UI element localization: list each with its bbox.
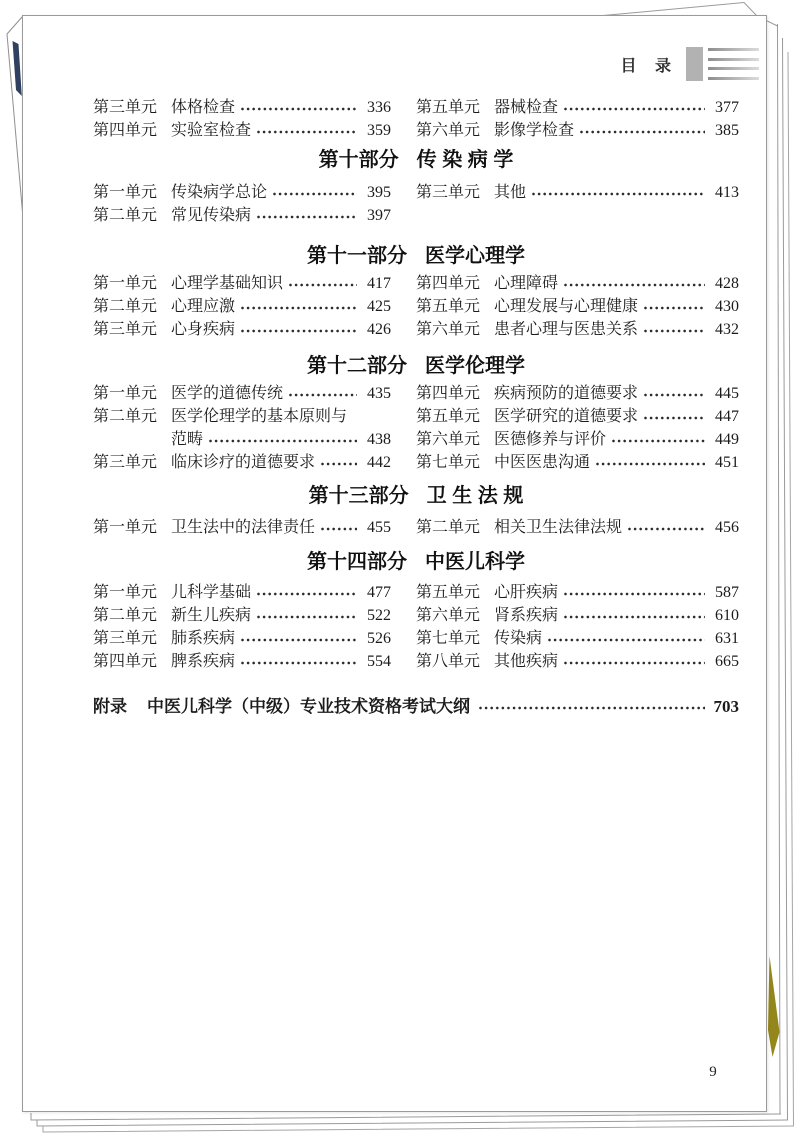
entry-title: 心身疾病	[171, 321, 236, 338]
toc-column-left	[93, 96, 391, 142]
header-lines-icon	[708, 48, 759, 80]
dot-leader	[627, 516, 705, 539]
entry-page: 451	[715, 454, 739, 471]
entry-title: 常见传染病	[171, 207, 252, 224]
entry-page: 665	[715, 653, 739, 670]
entry-title: 儿科学基础	[171, 584, 252, 601]
dot-leader	[563, 650, 705, 673]
toc-entry	[416, 119, 739, 142]
entry-page: 447	[715, 408, 739, 425]
entry-label: 第六单元	[416, 122, 481, 139]
entry-label: 第五单元	[416, 99, 481, 116]
entry-title: 器械检查	[494, 99, 559, 116]
entry-title: 疾病预防的道德要求	[494, 385, 639, 402]
toc-entry	[93, 451, 391, 474]
toc-entry	[93, 204, 391, 227]
toc-entry	[93, 516, 391, 539]
toc-entry	[416, 382, 739, 405]
entry-title: 肾系疾病	[494, 607, 559, 624]
toc-section	[93, 147, 739, 227]
toc-section	[93, 243, 739, 341]
entry-title: 心理障碍	[494, 275, 559, 292]
toc-entry	[93, 428, 391, 451]
toc-column-left	[93, 181, 391, 227]
entry-title: 体格检查	[171, 99, 236, 116]
entry-label: 第四单元	[416, 275, 481, 292]
toc-entry	[93, 650, 391, 673]
entry-title: 临床诊疗的道德要求	[171, 454, 316, 471]
bottom-stack-edge-2	[37, 1120, 788, 1126]
dot-leader	[531, 181, 705, 204]
part-heading	[93, 243, 739, 269]
header-block-icon	[686, 47, 703, 81]
toc-entry	[93, 405, 391, 428]
toc-entry	[93, 382, 391, 405]
dot-leader	[208, 428, 357, 451]
bottom-stack-edge-1	[31, 1113, 781, 1120]
part-number: 第十二部分	[307, 355, 407, 377]
toc-entry	[416, 627, 739, 650]
appendix-row	[93, 695, 739, 719]
entry-label: 第一单元	[93, 275, 158, 292]
part-subject: 传 染 病 学	[416, 149, 514, 171]
entry-label: 第二单元	[93, 298, 158, 315]
entry-label: 第一单元	[93, 519, 158, 536]
entry-page: 631	[715, 630, 739, 647]
toc-entry	[93, 604, 391, 627]
toc-column-right	[416, 516, 739, 539]
toc-section	[93, 96, 739, 142]
entry-label: 第六单元	[416, 321, 481, 338]
toc-section	[93, 549, 739, 673]
entry-title: 中医医患沟通	[494, 454, 591, 471]
toc-entry	[416, 604, 739, 627]
dot-leader	[272, 181, 357, 204]
toc-body	[93, 96, 739, 719]
part-heading	[93, 549, 739, 575]
entry-page: 413	[715, 184, 739, 201]
toc-entry	[416, 581, 739, 604]
olive-cover-wedge	[768, 956, 780, 1057]
entry-title: 影像学检查	[494, 122, 575, 139]
entry-page: 385	[715, 122, 739, 139]
entry-page: 526	[367, 630, 391, 647]
entry-page: 455	[367, 519, 391, 536]
dot-leader	[547, 627, 705, 650]
entry-label: 第六单元	[416, 607, 481, 624]
entry-title: 心理学基础知识	[171, 275, 284, 292]
entry-label: 第八单元	[416, 653, 481, 670]
toc-entry	[93, 181, 391, 204]
entry-page: 438	[367, 431, 391, 448]
entry-title: 脾系疾病	[171, 653, 236, 670]
toc-entry	[416, 96, 739, 119]
toc-columns	[93, 96, 739, 142]
entry-page: 442	[367, 454, 391, 471]
entry-title: 实验室检查	[171, 122, 252, 139]
entry-page: 435	[367, 385, 391, 402]
part-heading	[93, 147, 739, 173]
toc-columns	[93, 516, 739, 539]
part-subject: 医学伦理学	[425, 355, 525, 377]
part-number: 第十四部分	[307, 551, 407, 573]
dot-leader	[240, 96, 357, 119]
entry-title: 心肝疾病	[494, 584, 559, 601]
toc-header	[621, 47, 759, 81]
dot-leader	[643, 382, 705, 405]
entry-label: 第二单元	[93, 207, 158, 224]
entry-title: 卫生法中的法律责任	[171, 519, 316, 536]
entry-page: 449	[715, 431, 739, 448]
dot-leader	[288, 272, 357, 295]
dot-leader	[256, 204, 357, 227]
part-heading	[93, 483, 739, 509]
toc-column-left	[93, 272, 391, 341]
toc-entry	[93, 272, 391, 295]
entry-label: 第五单元	[416, 298, 481, 315]
dot-leader	[320, 516, 357, 539]
appendix-page: 703	[713, 697, 739, 716]
dot-leader	[240, 318, 357, 341]
toc-entry	[93, 119, 391, 142]
toc-entry	[416, 181, 739, 204]
dot-leader	[240, 650, 357, 673]
dot-leader	[240, 295, 357, 318]
dot-leader	[256, 604, 357, 627]
toc-columns	[93, 272, 739, 341]
dot-leader	[611, 428, 705, 451]
toc-column-right	[416, 272, 739, 341]
dot-leader	[563, 604, 705, 627]
toc-sections	[93, 96, 739, 673]
entry-label: 第三单元	[93, 99, 158, 116]
dot-leader	[643, 318, 705, 341]
entry-page: 425	[367, 298, 391, 315]
dot-leader	[256, 581, 357, 604]
toc-column-right	[416, 181, 739, 204]
back-page-top-sliver	[598, 3, 757, 17]
header-bar	[708, 48, 759, 51]
toc-columns	[93, 382, 739, 474]
entry-page: 428	[715, 275, 739, 292]
toc-entry	[416, 451, 739, 474]
toc-columns	[93, 181, 739, 227]
entry-title: 新生儿疾病	[171, 607, 252, 624]
entry-page: 456	[715, 519, 739, 536]
toc-entry	[416, 516, 739, 539]
entry-label: 第一单元	[93, 184, 158, 201]
entry-page: 336	[367, 99, 391, 116]
part-subject: 医学心理学	[425, 245, 525, 267]
entry-label: 第三单元	[93, 630, 158, 647]
entry-page: 377	[715, 99, 739, 116]
entry-label: 第三单元	[416, 184, 481, 201]
entry-page: 430	[715, 298, 739, 315]
page-number: 9	[709, 1064, 717, 1080]
toc-entry	[93, 318, 391, 341]
part-heading	[93, 353, 739, 379]
entry-label: 第四单元	[416, 385, 481, 402]
dot-leader	[320, 451, 357, 474]
entry-title: 医学的道德传统	[171, 385, 284, 402]
part-subject: 中医儿科学	[425, 551, 525, 573]
dot-leader	[240, 627, 357, 650]
entry-page: 522	[367, 607, 391, 624]
entry-page: 359	[367, 122, 391, 139]
toc-entry	[93, 295, 391, 318]
toc-column-right	[416, 96, 739, 142]
dot-leader	[478, 695, 705, 719]
entry-title: 相关卫生法律法规	[494, 519, 623, 536]
header-bar	[708, 77, 759, 80]
toc-column-right	[416, 382, 739, 474]
dot-leader	[563, 272, 705, 295]
right-stack-edge-2	[783, 38, 788, 1120]
entry-page: 395	[367, 184, 391, 201]
part-number: 第十三部分	[308, 485, 409, 507]
entry-page: 417	[367, 275, 391, 292]
entry-title: 传染病	[494, 630, 543, 647]
toc-column-left	[93, 382, 391, 474]
entry-title: 传染病学总论	[171, 184, 268, 201]
dot-leader	[288, 382, 357, 405]
toc-entry	[416, 650, 739, 673]
entry-title: 范畴	[171, 431, 204, 448]
entry-label: 第二单元	[93, 408, 158, 425]
entry-title: 心理应激	[171, 298, 236, 315]
dot-leader	[256, 119, 357, 142]
entry-label: 第七单元	[416, 454, 481, 471]
entry-label: 第四单元	[93, 122, 158, 139]
entry-title: 其他	[494, 184, 527, 201]
entry-title: 心理发展与心理健康	[494, 298, 639, 315]
entry-page: 610	[715, 607, 739, 624]
entry-label: 第二单元	[416, 519, 481, 536]
dot-leader	[643, 405, 705, 428]
right-stack-edge-1	[778, 24, 781, 1114]
entry-label: 第二单元	[93, 607, 158, 624]
header-bar	[708, 58, 759, 61]
main-page	[22, 15, 767, 1112]
part-subject: 卫 生 法 规	[426, 485, 524, 507]
entry-label: 第五单元	[416, 584, 481, 601]
toc-column-right	[416, 581, 739, 673]
entry-page: 477	[367, 584, 391, 601]
entry-label: 第一单元	[93, 385, 158, 402]
right-stack-edge-3	[788, 52, 794, 1126]
appendix-label: 附录	[93, 697, 127, 716]
toc-entry	[93, 627, 391, 650]
entry-label: 第七单元	[416, 630, 481, 647]
entry-page: 397	[367, 207, 391, 224]
entry-page: 445	[715, 385, 739, 402]
entry-title: 其他疾病	[494, 653, 559, 670]
toc-section	[93, 353, 739, 474]
toc-entry	[416, 428, 739, 451]
entry-title: 医学伦理学的基本原则与	[171, 408, 348, 425]
toc-entry	[93, 581, 391, 604]
part-number: 第十部分	[318, 149, 399, 171]
entry-page: 426	[367, 321, 391, 338]
toc-header-title: 目 录	[620, 57, 678, 75]
entry-label: 第五单元	[416, 408, 481, 425]
entry-label: 第六单元	[416, 431, 481, 448]
entry-page: 587	[715, 584, 739, 601]
dot-leader	[563, 581, 705, 604]
entry-page: 554	[367, 653, 391, 670]
toc-entry	[93, 96, 391, 119]
toc-columns	[93, 581, 739, 673]
appendix-title: 中医儿科学（中级）专业技术资格考试大纲	[147, 697, 470, 716]
entry-label: 第三单元	[93, 454, 158, 471]
entry-title: 肺系疾病	[171, 630, 236, 647]
toc-column-left	[93, 581, 391, 673]
entry-title: 患者心理与医患关系	[494, 321, 639, 338]
toc-entry	[416, 318, 739, 341]
header-bar	[708, 67, 759, 70]
entry-label: 第三单元	[93, 321, 158, 338]
part-number: 第十一部分	[307, 245, 407, 267]
entry-label: 第四单元	[93, 653, 158, 670]
toc-section	[93, 483, 739, 539]
toc-entry	[416, 272, 739, 295]
entry-title: 医学研究的道德要求	[494, 408, 639, 425]
entry-label: 第一单元	[93, 584, 158, 601]
entry-title: 医德修养与评价	[494, 431, 607, 448]
dot-leader	[595, 451, 705, 474]
toc-entry	[416, 295, 739, 318]
bottom-stack-edge-3	[43, 1126, 794, 1132]
toc-entry	[416, 405, 739, 428]
entry-page: 432	[715, 321, 739, 338]
toc-column-left	[93, 516, 391, 539]
dot-leader	[563, 96, 705, 119]
dot-leader	[643, 295, 705, 318]
dot-leader	[579, 119, 705, 142]
